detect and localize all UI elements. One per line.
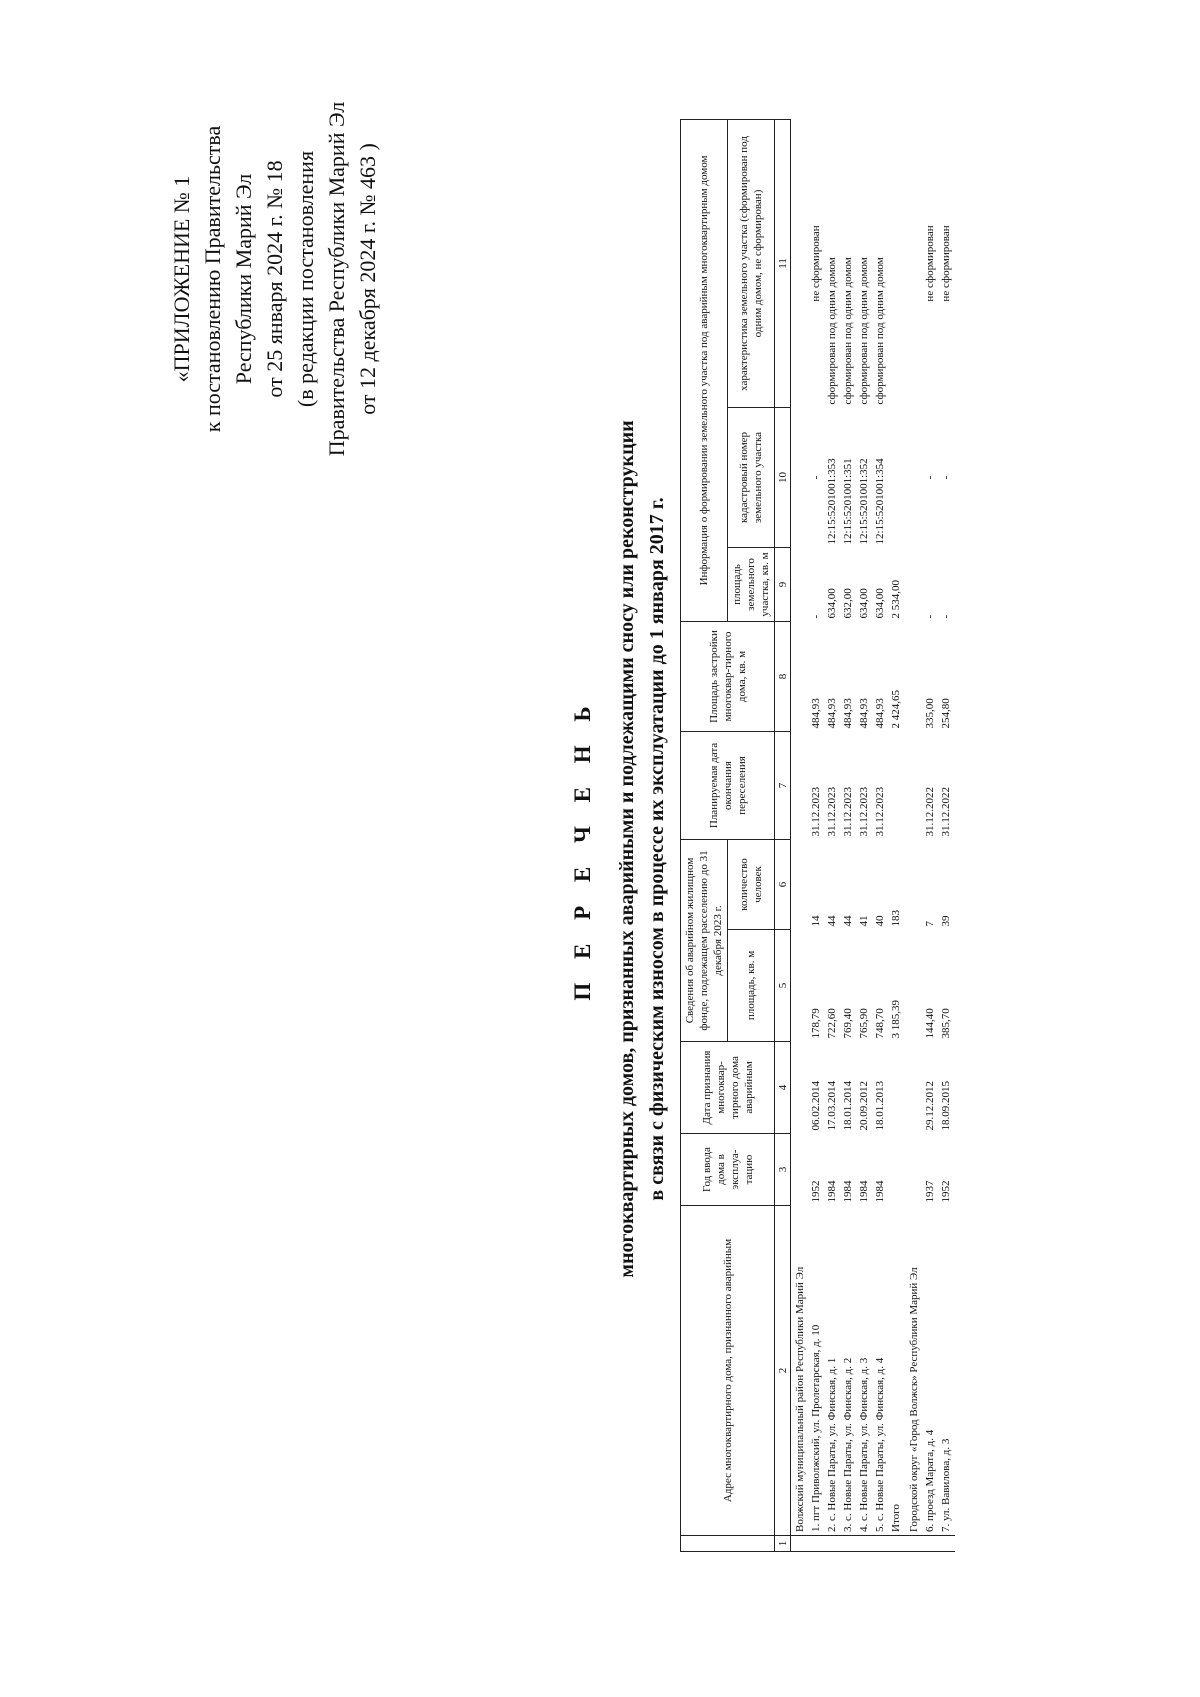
header-year: Год ввода дома в эксплуа-тацию	[681, 1134, 775, 1206]
row-number-cell	[791, 1536, 810, 1552]
table-row	[857, 119, 873, 1551]
total-label: Итого	[890, 1504, 902, 1532]
area-cell: 769,40	[842, 1008, 854, 1039]
land-area-cell: -	[924, 614, 936, 619]
row-number: 5.	[874, 1523, 886, 1532]
column-number: 7	[775, 731, 791, 839]
subtitle-line: в связи с физическим износом в процессе их эксплуатации до 1 января 2017 г.	[646, 497, 668, 1201]
year-cell: 1952	[940, 1180, 952, 1203]
date-cell: 18.01.2013	[874, 1081, 886, 1131]
header-area: площадь, кв. м	[728, 930, 775, 1042]
table-row	[809, 119, 825, 1551]
row-number-cell	[905, 1536, 923, 1552]
table-row	[939, 119, 955, 1551]
cadastral-cell: -	[810, 475, 822, 480]
address: пгт Приволжский, ул. Пролетарская, д. 10	[810, 1324, 822, 1521]
planned-date-cell: 31.12.2023	[826, 786, 838, 837]
row-number: 1.	[810, 1523, 822, 1532]
date-cell: 06.02.2014	[810, 1081, 822, 1131]
appendix-line: (в редакции постановления	[293, 150, 318, 408]
year-cell: 1952	[810, 1180, 822, 1203]
building-area-cell: 254,80	[940, 698, 952, 729]
row-number-cell	[889, 1536, 905, 1552]
header-fund-info: Сведения об аварийном жилищном фонде, подлежащем расселению до 31 декабря 2023 г.	[681, 839, 728, 1041]
total-building-area: 2 424,65	[890, 689, 902, 729]
row-number: 2.	[826, 1523, 838, 1532]
appendix-line: «ПРИЛОЖЕНИЕ № 1	[169, 175, 194, 383]
row-number-cell	[809, 1536, 825, 1552]
area-cell: 144,40	[924, 1008, 936, 1039]
address-cell	[873, 1206, 889, 1536]
year-cell: 1984	[826, 1180, 838, 1203]
cadastral-cell: 12:15:5201001:352	[858, 458, 870, 545]
planned-date-cell: 31.12.2022	[924, 786, 936, 837]
row-number: 7.	[940, 1523, 952, 1532]
cadastral-cell: -	[924, 475, 936, 480]
land-area-cell: -	[810, 614, 822, 619]
year-cell: 1984	[874, 1180, 886, 1203]
total-row	[889, 119, 905, 1551]
building-area-cell: 484,93	[810, 698, 822, 729]
column-number: 8	[775, 621, 791, 731]
column-number: 3	[775, 1134, 791, 1206]
building-area-cell: 335,00	[924, 698, 936, 729]
header-land-info: Информация о формировании земельного участка под аварийным многоквартирным домом	[681, 119, 728, 621]
header-cadastral: кадастровый номер земельного участка	[728, 407, 775, 547]
people-cell: 44	[842, 915, 854, 927]
land-area-cell: 632,00	[842, 588, 854, 619]
column-number: 5	[775, 930, 791, 1042]
people-cell: 41	[858, 915, 870, 927]
area-cell: 178,79	[810, 1008, 822, 1039]
group-row	[905, 119, 923, 1551]
header-planned-date: Планируемая дата окончания переселения	[681, 731, 775, 839]
characteristic-cell: сформирован под одним домом	[874, 257, 886, 405]
header-characteristic: характеристика земельного участка (сформирован под одним домом, не сформирован)	[728, 119, 775, 407]
characteristic-cell: не сформирован	[940, 225, 952, 302]
characteristic-cell: не сформирован	[924, 225, 936, 302]
date-cell: 18.01.2014	[842, 1081, 854, 1131]
year-cell: 1984	[858, 1180, 870, 1203]
planned-date-cell: 31.12.2023	[810, 786, 822, 837]
building-area-cell: 484,93	[858, 698, 870, 729]
column-number: 2	[775, 1206, 791, 1536]
building-area-cell: 484,93	[826, 698, 838, 729]
rotated-landscape-sheet	[160, 64, 1040, 1634]
characteristic-cell: сформирован под одним домом	[858, 257, 870, 405]
cadastral-cell: 12:15:5201001:354	[874, 458, 886, 545]
characteristic-cell: не сформирован	[810, 225, 822, 302]
column-number-row	[775, 119, 791, 1551]
planned-date-cell: 31.12.2023	[874, 786, 886, 837]
address: с. Новые Параты, ул. Финская, д. 2	[842, 1357, 854, 1521]
appendix-line: Правительства Республики Марий Эл	[324, 101, 349, 457]
planned-date-cell: 31.12.2022	[940, 786, 952, 837]
row-number-cell	[923, 1536, 939, 1552]
group-title: Волжский муниципальный район Республики Марий Эл	[794, 1266, 806, 1532]
row-number: 3.	[842, 1523, 854, 1532]
housing-register-table	[680, 119, 955, 1552]
area-cell: 385,70	[940, 1008, 952, 1039]
characteristic-cell: сформирован под одним домом	[826, 257, 838, 405]
area-cell: 722,60	[826, 1008, 838, 1039]
table-row	[873, 119, 889, 1551]
appendix-line: Республики Марий Эл	[231, 173, 256, 385]
subtitle-line: многоквартирных домов, признанных аварийными и подлежащими сносу или реконструкции	[616, 420, 638, 1278]
cadastral-cell: 12:15:5201001:353	[826, 458, 838, 545]
address: с. Новые Параты, ул. Финская, д. 3	[858, 1357, 870, 1521]
header-land-area: площадь земельного участка, кв. м	[728, 547, 775, 621]
planned-date-cell: 31.12.2023	[858, 786, 870, 837]
address: с. Новые Параты, ул. Финская, д. 4	[874, 1357, 886, 1521]
header-row-number-cell	[681, 1536, 775, 1552]
column-number: 11	[775, 119, 791, 407]
land-area-cell: 634,00	[858, 588, 870, 619]
address-cell	[939, 1206, 955, 1536]
total-land-area: 2 534,00	[890, 579, 902, 619]
row-number-cell	[841, 1536, 857, 1552]
column-number: 10	[775, 407, 791, 547]
table-row	[825, 119, 841, 1551]
column-number: 1	[775, 1536, 791, 1552]
column-number: 6	[775, 839, 791, 929]
row-number: 4.	[858, 1523, 870, 1532]
planned-date-cell: 31.12.2023	[842, 786, 854, 837]
area-cell: 765,90	[858, 1008, 870, 1039]
area-cell: 748,70	[874, 1008, 886, 1039]
address: с. Новые Параты, ул. Финская, д. 1	[826, 1357, 838, 1521]
header-recognition-date: Дата признания многоквар-тирного дома аварийным	[681, 1042, 775, 1134]
land-area-cell: 634,00	[874, 588, 886, 619]
appendix-line: от 12 декабря 2024 г. № 463 )	[355, 143, 380, 415]
document-heading: П Е Р Е Ч Е Н Ь	[570, 697, 595, 1001]
row-number-cell	[857, 1536, 873, 1552]
address-cell	[809, 1206, 825, 1536]
row-number-cell	[873, 1536, 889, 1552]
people-cell: 44	[826, 915, 838, 927]
building-area-cell: 484,93	[874, 698, 886, 729]
land-area-cell: 634,00	[826, 588, 838, 619]
header-building-area: Площадь застройки многоквар-тирного дома, кв. м	[681, 621, 775, 731]
address: проезд Марата, д. 4	[924, 1429, 936, 1521]
document-subtitle	[612, 64, 672, 1634]
address: ул. Вавилова, д. 3	[940, 1438, 952, 1521]
cadastral-cell: -	[940, 475, 952, 480]
row-number: 6.	[924, 1523, 936, 1532]
address-cell	[841, 1206, 857, 1536]
table-row	[923, 119, 939, 1551]
people-cell: 14	[810, 915, 822, 927]
characteristic-cell: сформирован под одним домом	[842, 257, 854, 405]
date-cell: 18.09.2015	[940, 1081, 952, 1131]
date-cell: 20.09.2012	[858, 1081, 870, 1131]
group-row	[791, 119, 810, 1551]
column-number: 4	[775, 1042, 791, 1134]
appendix-line: к постановлению Правительства	[200, 125, 225, 433]
appendix-header	[166, 69, 383, 489]
land-area-cell: -	[940, 614, 952, 619]
cadastral-cell: 12:15:5201001:351	[842, 458, 854, 545]
year-cell: 1984	[842, 1180, 854, 1203]
row-number-cell	[825, 1536, 841, 1552]
date-cell: 17.03.2014	[826, 1081, 838, 1131]
row-number-cell	[939, 1536, 955, 1552]
address-cell	[923, 1206, 939, 1536]
people-cell: 40	[874, 915, 886, 927]
group-title: Городской округ «Город Волжск» Республики Марий Эл	[908, 1267, 920, 1532]
people-cell: 39	[940, 915, 952, 927]
column-number: 9	[775, 547, 791, 621]
people-cell: 7	[924, 921, 936, 927]
date-cell: 29.12.2012	[924, 1081, 936, 1131]
header-address: Адрес многоквартирного дома, признанного аварийным	[681, 1206, 775, 1536]
total-people: 183	[890, 910, 902, 927]
year-cell: 1937	[924, 1180, 936, 1203]
building-area-cell: 484,93	[842, 698, 854, 729]
table-row	[841, 119, 857, 1551]
appendix-line: от 25 января 2024 г. № 18	[262, 160, 287, 398]
address-cell	[825, 1206, 841, 1536]
address-cell	[857, 1206, 873, 1536]
total-area: 3 185,39	[890, 1000, 902, 1039]
header-people: количество человек	[728, 839, 775, 929]
